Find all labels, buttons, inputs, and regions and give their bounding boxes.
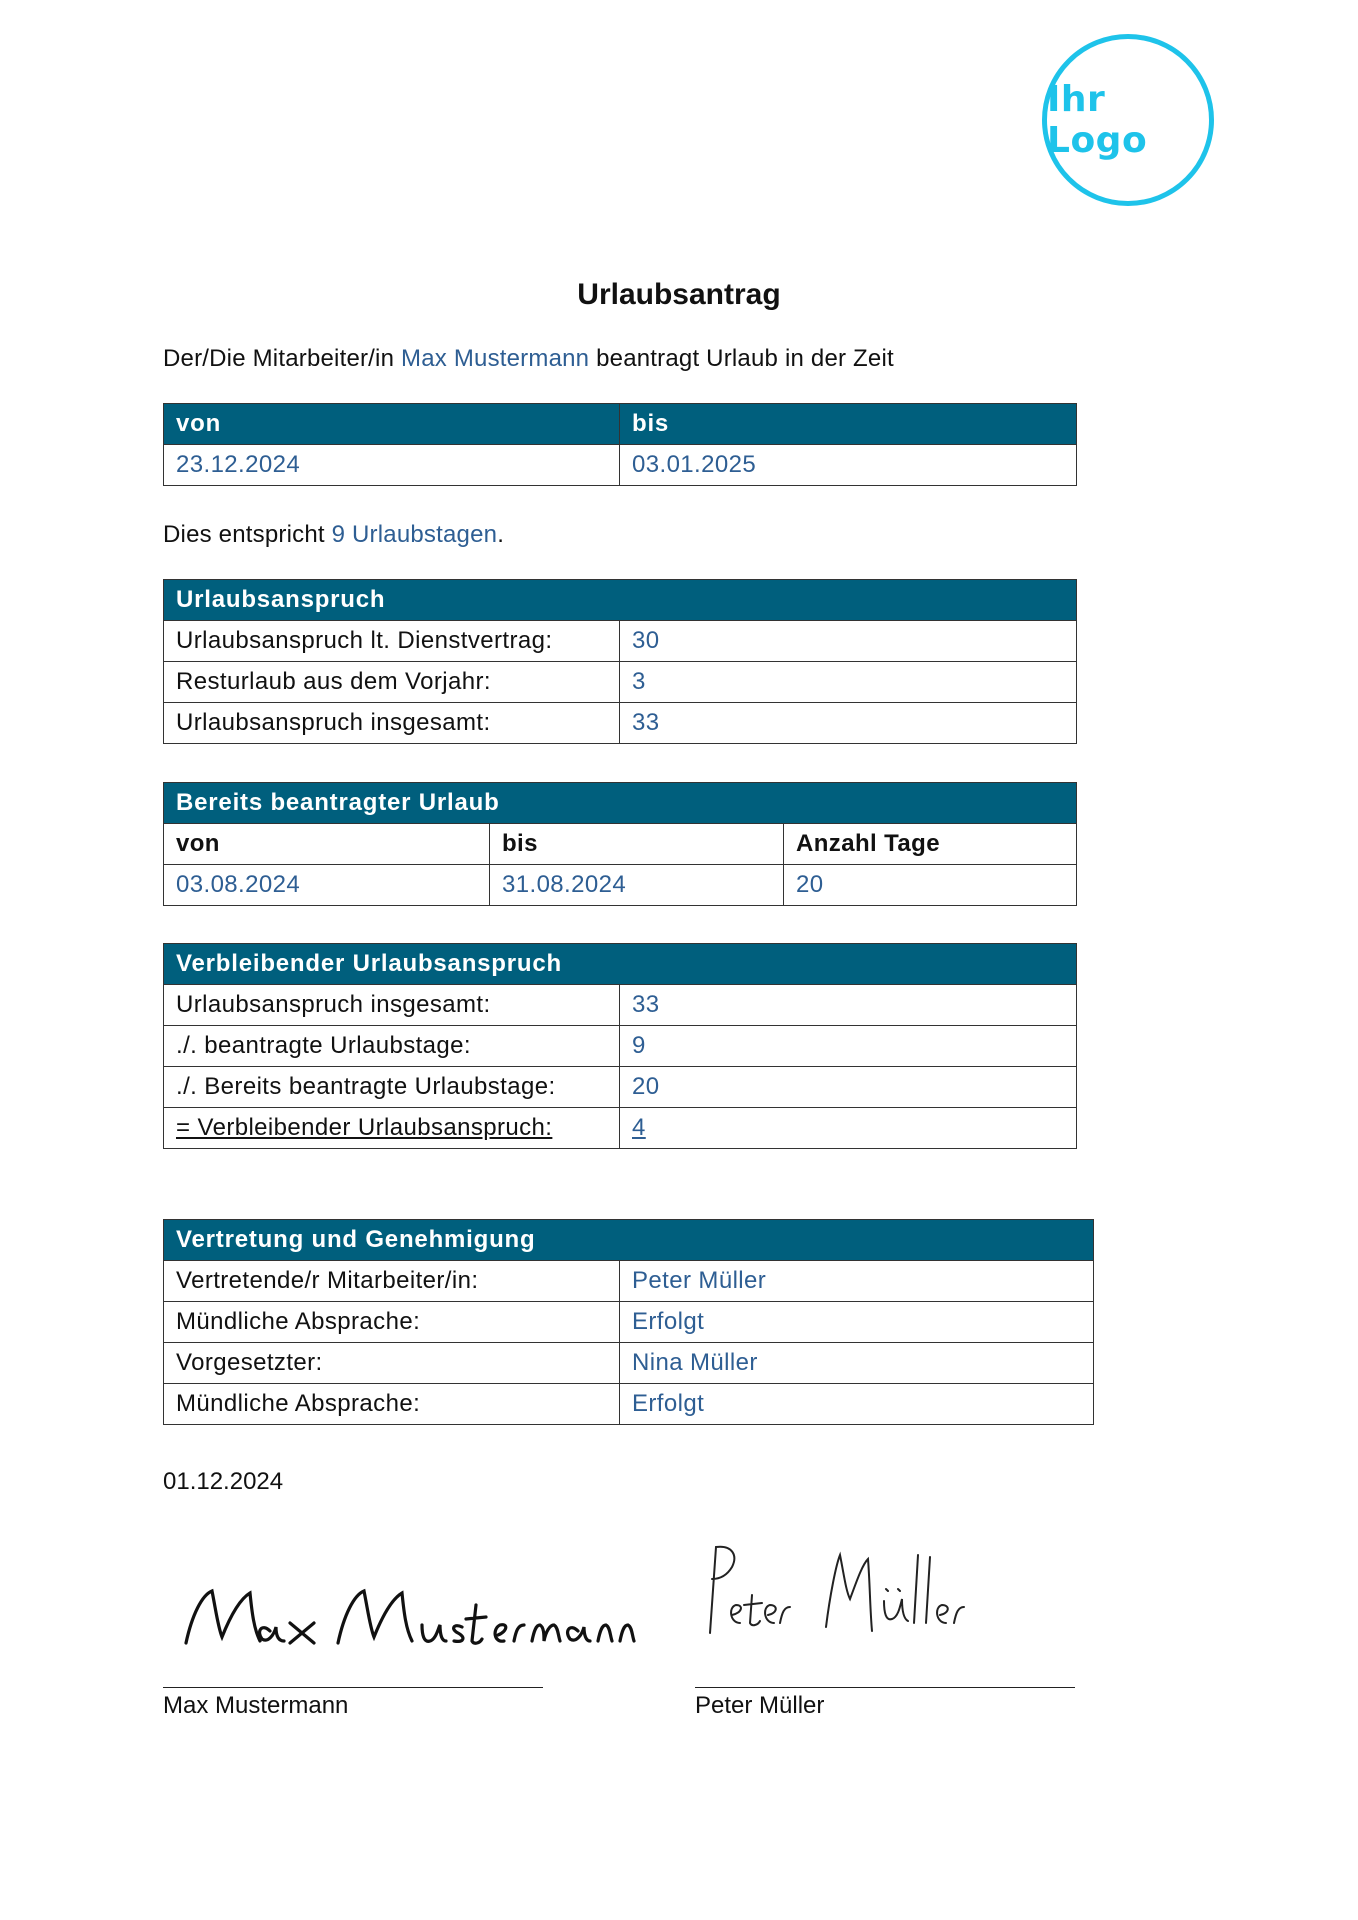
days-value: 9 Urlaubstagen xyxy=(331,521,498,548)
row-label: Vertretende/r Mitarbeiter/in: xyxy=(164,1261,620,1302)
row-label: Resturlaub aus dem Vorjahr: xyxy=(164,662,620,703)
row-label: Mündliche Absprache: xyxy=(164,1384,620,1425)
col-header-to: bis xyxy=(490,824,784,865)
row-value: Peter Müller xyxy=(620,1261,1094,1302)
remaining-total-value: 4 xyxy=(620,1108,1077,1149)
row-value: 9 xyxy=(620,1026,1077,1067)
remaining-total-label: = Verbleibender Urlaubsanspruch: xyxy=(164,1108,620,1149)
row-value: 30 xyxy=(620,621,1077,662)
approval-header: Vertretung und Genehmigung xyxy=(164,1220,1094,1261)
table-row xyxy=(164,621,1077,662)
signature-peter-mueller xyxy=(698,1535,978,1645)
requested-from: 03.08.2024 xyxy=(164,865,490,906)
row-value: 33 xyxy=(620,985,1077,1026)
remaining-header: Verbleibender Urlaubsanspruch xyxy=(164,944,1077,985)
entitlement-table xyxy=(163,579,1077,744)
days-before: Dies entspricht xyxy=(163,521,325,548)
table-row xyxy=(164,1261,1094,1302)
period-header-to: bis xyxy=(620,404,1077,445)
document-date: 01.12.2024 xyxy=(163,1468,284,1495)
row-value: 20 xyxy=(620,1067,1077,1108)
row-label: Urlaubsanspruch lt. Dienstvertrag: xyxy=(164,621,620,662)
logo-text: Ihr Logo xyxy=(1047,79,1148,161)
entitlement-header: Urlaubsanspruch xyxy=(164,580,1077,621)
period-to-value: 03.01.2025 xyxy=(620,445,1077,486)
table-row xyxy=(164,662,1077,703)
period-header-from: von xyxy=(164,404,620,445)
company-logo xyxy=(1042,34,1214,206)
intro-sentence xyxy=(163,345,894,373)
requested-to: 31.08.2024 xyxy=(490,865,784,906)
signatory-name-1: Max Mustermann xyxy=(163,1692,349,1719)
days-after: . xyxy=(497,521,505,548)
signatory-name-2: Peter Müller xyxy=(695,1692,825,1719)
intro-before: Der/Die Mitarbeiter/in xyxy=(163,345,395,372)
table-row xyxy=(164,1384,1094,1425)
table-row xyxy=(164,985,1077,1026)
row-value: Nina Müller xyxy=(620,1343,1094,1384)
table-row xyxy=(164,1067,1077,1108)
remaining-table xyxy=(163,943,1077,1149)
signature-max-mustermann xyxy=(178,1565,638,1675)
table-row xyxy=(164,1026,1077,1067)
table-row xyxy=(164,1108,1077,1149)
signature-line-1 xyxy=(163,1687,543,1688)
row-value: Erfolgt xyxy=(620,1384,1094,1425)
table-row xyxy=(164,1343,1094,1384)
row-label: ./. beantragte Urlaubstage: xyxy=(164,1026,620,1067)
period-from-value: 23.12.2024 xyxy=(164,445,620,486)
signature-line-2 xyxy=(695,1687,1075,1688)
days-sentence xyxy=(163,521,504,549)
row-value: Erfolgt xyxy=(620,1302,1094,1343)
table-row xyxy=(164,1302,1094,1343)
requested-days: 20 xyxy=(784,865,1077,906)
row-value: 3 xyxy=(620,662,1077,703)
row-label: Mündliche Absprache: xyxy=(164,1302,620,1343)
already-requested-table xyxy=(163,782,1077,906)
table-row xyxy=(164,703,1077,744)
employee-name: Max Mustermann xyxy=(401,345,590,372)
row-label: Urlaubsanspruch insgesamt: xyxy=(164,985,620,1026)
already-requested-header: Bereits beantragter Urlaub xyxy=(164,783,1077,824)
row-label: Vorgesetzter: xyxy=(164,1343,620,1384)
table-row xyxy=(164,865,1077,906)
approval-table xyxy=(163,1219,1094,1425)
document-title: Urlaubsantrag xyxy=(577,278,781,311)
period-table xyxy=(163,403,1077,486)
col-header-days: Anzahl Tage xyxy=(784,824,1077,865)
col-header-from: von xyxy=(164,824,490,865)
row-label: Urlaubsanspruch insgesamt: xyxy=(164,703,620,744)
row-value: 33 xyxy=(620,703,1077,744)
row-label: ./. Bereits beantragte Urlaubstage: xyxy=(164,1067,620,1108)
intro-after: beantragt Urlaub in der Zeit xyxy=(596,345,894,372)
